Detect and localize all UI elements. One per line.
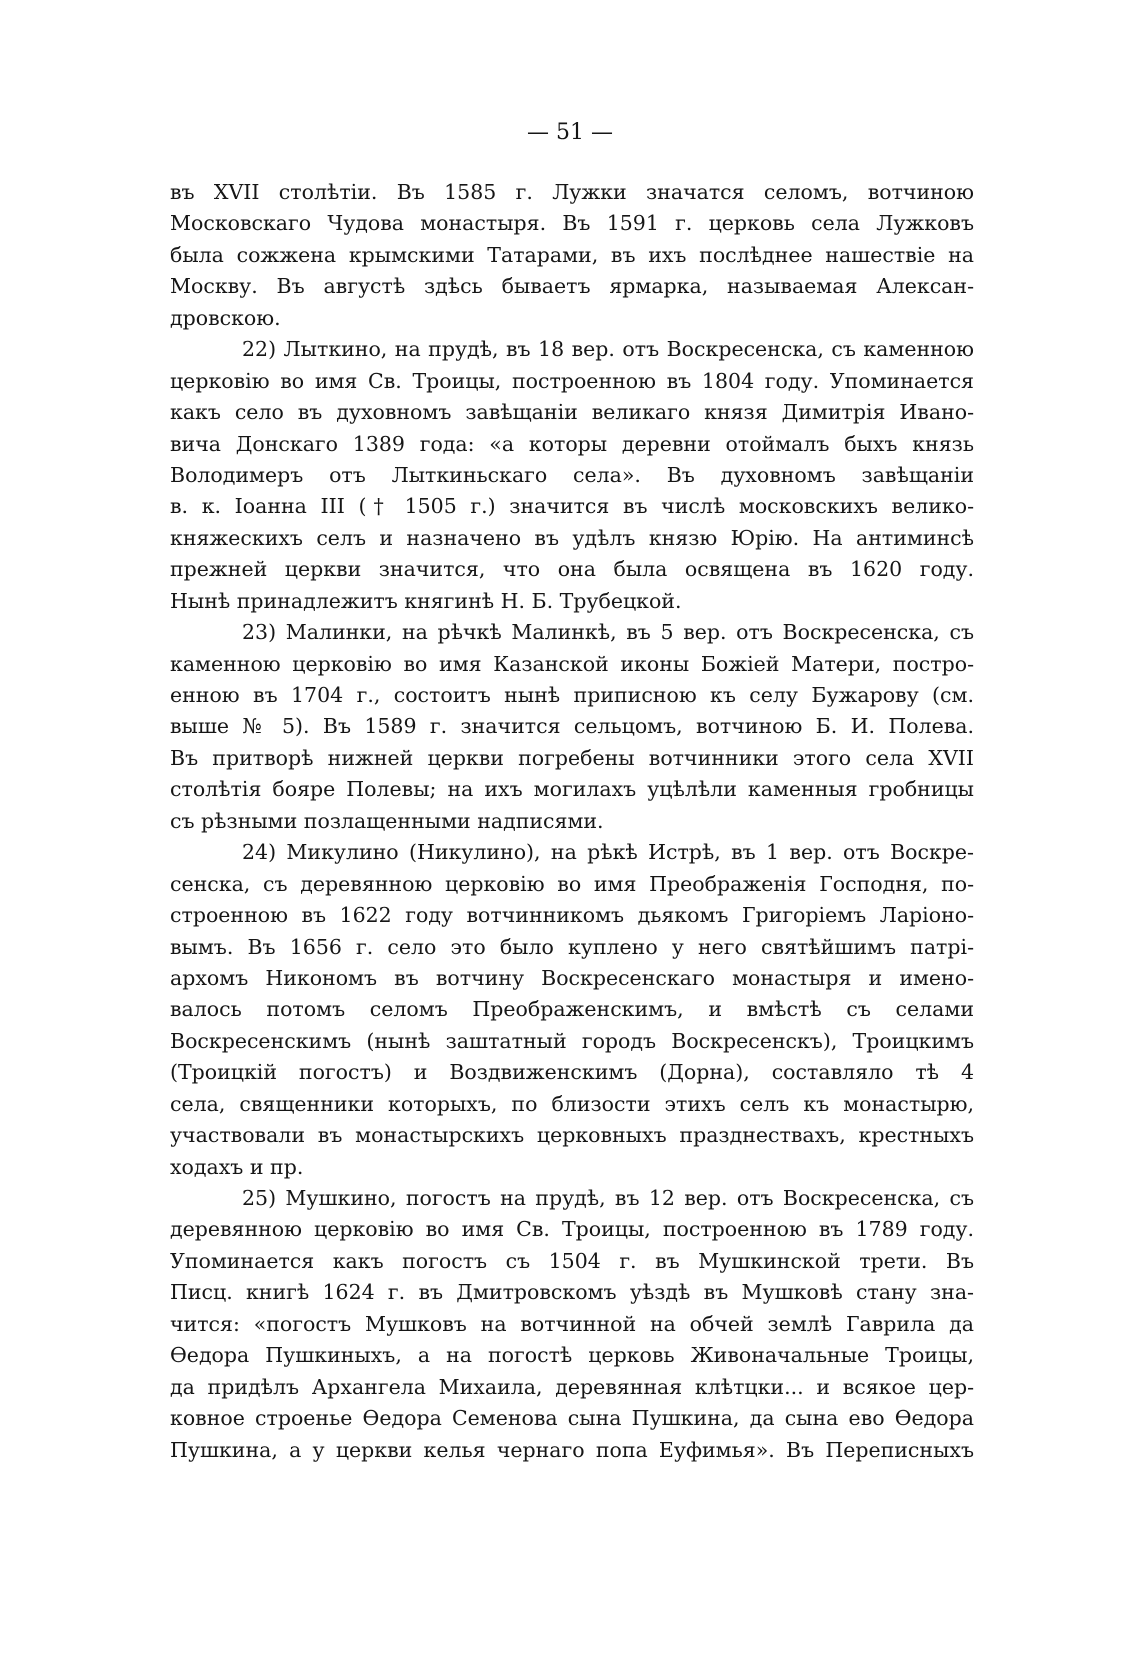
text-line: Володимеръ отъ Лыткиньскаго села». Въ духовномъ завѣщаніи [170, 462, 974, 487]
page-number: — 51 — [527, 120, 613, 145]
text-line: деревянною церковію во имя Св. Троицы, построенною въ 1789 году. [170, 1217, 974, 1242]
text-line: Писц. книгѣ 1624 г. въ Дмитровскомъ уѣздѣ въ Мушковѣ стану зна- [170, 1280, 974, 1305]
text-line: валось потомъ селомъ Преображенскимъ, и вмѣстѣ съ селами [170, 997, 974, 1022]
text-line: вича Донскаго 1389 года: «а которы деревни отоймалъ быхъ князь [170, 431, 974, 456]
text-line: Воскресенскимъ (нынѣ заштатный городъ Воскресенскъ), Троицкимъ [170, 1028, 974, 1053]
text-line: в. к. Іоанна III († 1505 г.) значится въ числѣ московскихъ велико- [170, 494, 974, 519]
text-line: чится: «погостъ Мушковъ на вотчинной на обчей землѣ Гаврила да [170, 1311, 974, 1336]
text-line: дровскою. [170, 305, 281, 330]
text-line: села, священники которыхъ, по близости этихъ селъ къ монастырю, [170, 1091, 974, 1116]
text-line: Ѳедора Пушкиныхъ, а на погостѣ церковь Живоначальные Троицы, [170, 1343, 974, 1368]
entry-24-heading-line: 24) Микулино (Никулино), на рѣкѣ Истрѣ, въ 1 вер. отъ Воскре- [242, 840, 974, 865]
text-line: (Троицкій погостъ) и Воздвиженскимъ (Дорна), составляло тѣ 4 [170, 1060, 974, 1085]
text-line: да придѣлъ Архангела Михаила, деревянная клѣтцки... и всякое цер- [170, 1374, 974, 1399]
text-line: столѣтія бояре Полевы; на ихъ могилахъ уцѣлѣли каменныя гробницы [170, 777, 974, 802]
text-line: Въ притворѣ нижней церкви погребены вотчинники этого села XVII [170, 745, 974, 770]
text-line: участвовали въ монастырскихъ церковныхъ празднествахъ, крестныхъ [170, 1123, 974, 1148]
text-line: строенною въ 1622 году вотчинникомъ дьякомъ Григоріемъ Ларіоно- [170, 903, 974, 928]
text-line: Упоминается какъ погостъ съ 1504 г. въ Мушкинской трети. Въ [170, 1248, 974, 1273]
text-line: архомъ Никономъ въ вотчину Воскресенскаго монастыря и имено- [170, 965, 974, 990]
text-line: ходахъ и пр. [170, 1154, 304, 1179]
text-line: Пушкина, а у церкви келья чернаго попа Еуфимья». Въ Переписныхъ [170, 1437, 974, 1462]
body-text [170, 177, 974, 1466]
text-line: выше № 5). Въ 1589 г. значится сельцомъ, вотчиною Б. И. Полева. [170, 714, 974, 739]
text-line: съ рѣзными позлащенными надписями. [170, 808, 604, 833]
text-line: енною въ 1704 г., состоитъ нынѣ приписною къ селу Бужарову (см. [170, 683, 974, 707]
text-line: прежней церкви значится, что она была освящена въ 1620 году. [170, 557, 974, 582]
text-line: Нынѣ принадлежитъ княгинѣ Н. Б. Трубецкой. [170, 588, 682, 613]
entry-25-heading-line: 25) Мушкино, погостъ на прудѣ, въ 12 вер. отъ Воскресенска, съ [242, 1186, 974, 1210]
text-line: княжескихъ селъ и назначено въ удѣлъ князю Юрію. На антиминсѣ [170, 525, 974, 550]
text-line: Москву. Въ августѣ здѣсь бываетъ ярмарка, называемая Алексан- [170, 274, 974, 299]
text-line: была сожжена крымскими Татарами, въ ихъ послѣднее нашествіе на [170, 242, 974, 267]
text-line: сенска, съ деревянною церковію во имя Преображенія Господня, по- [170, 871, 974, 896]
text-line: церковію во имя Св. Троицы, построенною въ 1804 году. Упоминается [170, 368, 974, 393]
entry-22-heading-line: 22) Лыткино, на прудѣ, въ 18 вер. отъ Воскресенска, съ каменною [242, 337, 974, 362]
text-line: вымъ. Въ 1656 г. село это было куплено у него святѣйшимъ патрі- [170, 934, 974, 959]
text-line: ковное строенье Ѳедора Семенова сына Пушкина, да сына ево Ѳедора [170, 1406, 974, 1431]
text-line: въ XVII столѣтіи. Въ 1585 г. Лужки значатся селомъ, вотчиною [170, 180, 974, 204]
text-line: каменною церковію во имя Казанской иконы Божіей Матери, постро- [170, 651, 974, 676]
entry-23-heading-line: 23) Малинки, на рѣчкѣ Малинкѣ, въ 5 вер. отъ Воскресенска, съ [242, 620, 974, 645]
text-line: Московскаго Чудова монастыря. Въ 1591 г. церковь села Лужковъ [170, 211, 974, 236]
text-line: какъ село въ духовномъ завѣщаніи великаго князя Димитрія Ивано- [170, 400, 974, 425]
